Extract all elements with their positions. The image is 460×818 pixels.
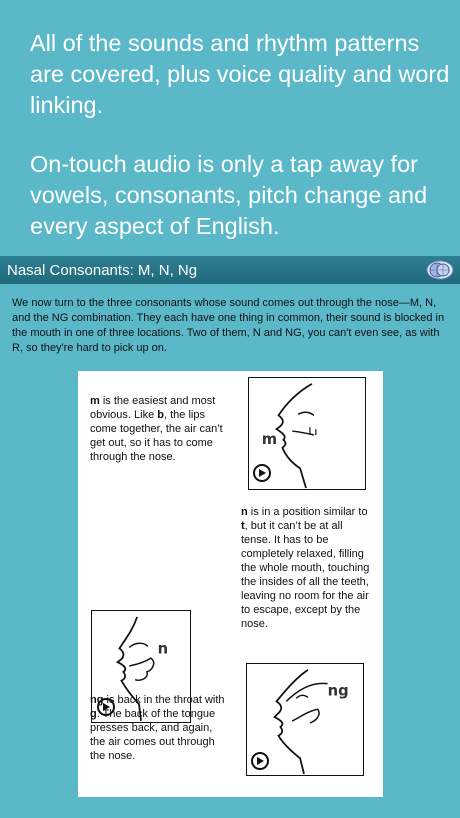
section-title: Nasal Consonants: M, N, Ng: [7, 261, 198, 279]
lesson-content: [0, 284, 460, 818]
lesson-card: [78, 371, 383, 797]
promo-paragraph-1: All of the sounds and rhythm patterns are covered, plus voice quality and word linking.: [30, 30, 450, 118]
ng-description: ng is back in the throat with g. The back of the tongue presses back, and again, the air comes out through the nose.: [90, 694, 225, 762]
play-icon: [255, 466, 269, 480]
n-label: n: [157, 640, 169, 658]
globe-logo-icon: [425, 259, 455, 281]
n-description: n is in a position similar to t, but it can’t be at all tense. It has to be completely relaxed, filling the whole mouth, touching the insides of all the teeth, leaving no room for the air to escape, except by the nose.: [241, 506, 370, 630]
section-header: [0, 256, 460, 284]
ng-label: ng: [327, 682, 349, 700]
play-icon: [253, 754, 267, 768]
promo-text: [30, 28, 450, 242]
intro-paragraph: We now turn to the three consonants whose sound comes out through the nose—M, N, and the NG combination. They each have one thing in common, their sound is blocked in the mouth in one of three locations. Two of them, N and NG, you can't even see, as with R, so they're hard to pick up on.: [12, 297, 445, 354]
ng-play-button[interactable]: [251, 752, 269, 770]
m-description: m is the easiest and most obvious. Like b, the lips come together, the air can’t get out, so it has to come through the nose.: [90, 395, 223, 463]
m-play-button[interactable]: [253, 464, 271, 482]
promo-paragraph-2: On-touch audio is only a tap away for vowels, consonants, pitch change and every aspect of English.: [30, 151, 428, 239]
m-label: m: [261, 430, 278, 448]
